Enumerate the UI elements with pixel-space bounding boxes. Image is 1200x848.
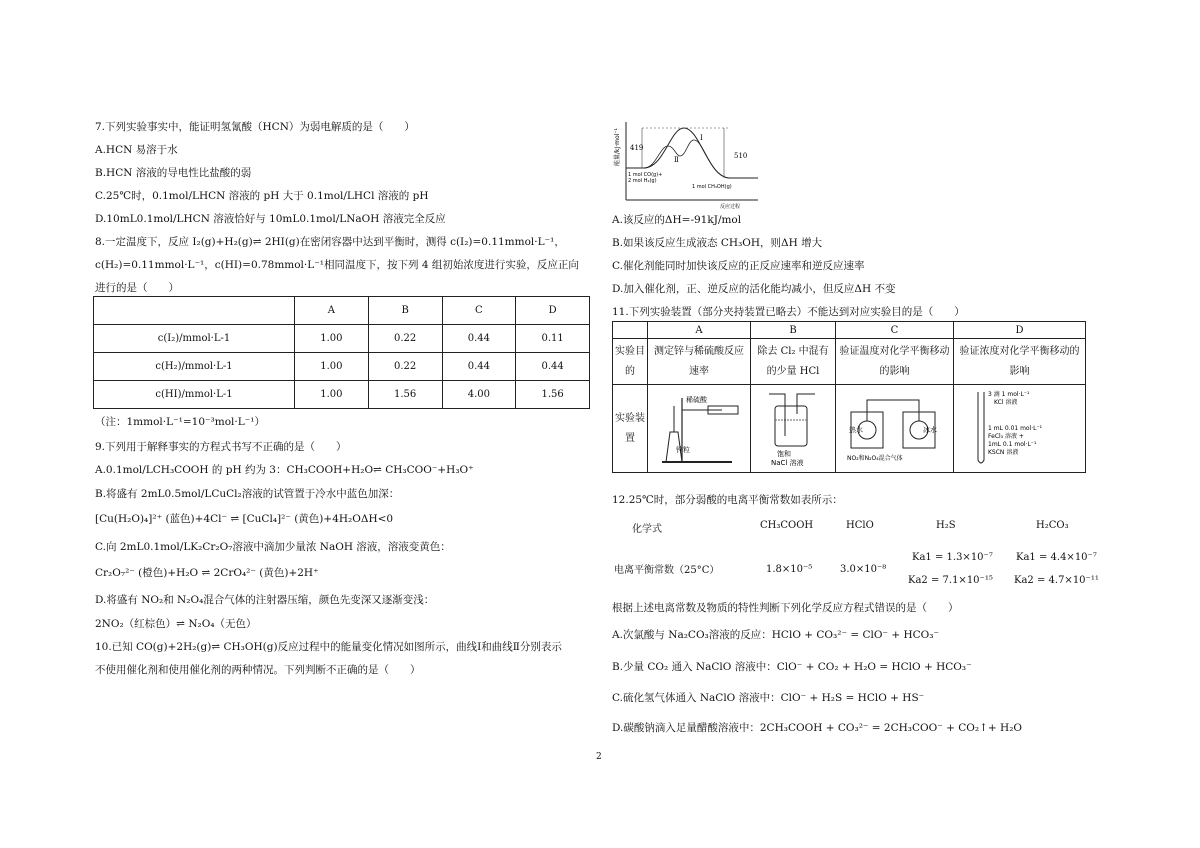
table-cell: 0.22 (368, 353, 442, 381)
table-header-cell (613, 322, 648, 339)
apparatus-b-drawing (755, 386, 831, 468)
q12-ka2-h2co3: Ka2 = 4.7×10⁻¹¹ (1014, 575, 1099, 586)
q12-option-a: A.次氯酸与 Na₂CO₃溶液的反应：HClO + CO₃²⁻ = ClO⁻ + HCO₃⁻ (612, 629, 940, 641)
q8-stem-2: c(H₂)=0.11mmol·L⁻¹，c(HI)=0.78mmol·L⁻¹相同温度下，按下列 4 组初始浓度进行实验，反应正向 (95, 259, 579, 271)
q12-option-d: D.碳酸钠滴入足量醋酸溶液中：2CH₃COOH + CO₃²⁻ = 2CH₃COO⁻ + CO₂↑+ H₂O (612, 722, 1023, 734)
q12-ka-hclo: 3.0×10⁻⁸ (840, 564, 887, 575)
q12-ka2-h2s: Ka2 = 7.1×10⁻¹⁵ (908, 575, 993, 586)
table-header-cell (94, 297, 295, 325)
label-ice-water: 冰水 (922, 426, 937, 434)
table-cell: 除去 Cl₂ 中混有的少量 HCl (751, 339, 836, 385)
q8-stem-3: 进行的是（ ） (95, 282, 179, 294)
q9-equation-b: [Cu(H₂O)₄]²⁺ (蓝色)+4Cl⁻ ⇌ [CuCl₄]²⁻ (黄色)+4H₂OΔH<0 (95, 513, 394, 525)
q12-header-formula: 化学式 (632, 524, 662, 535)
table-header-cell: D (516, 297, 590, 325)
q11-table (612, 321, 1086, 473)
table-row (94, 381, 590, 409)
apparatus-a-drawing (652, 386, 746, 468)
table-row (613, 385, 1086, 473)
q12-ka1-h2co3: Ka1 = 4.4×10⁻⁷ (1016, 552, 1097, 563)
q7-stem: 7.下列实验事实中，能证明氢氰酸（HCN）为弱电解质的是（ ） (95, 121, 415, 133)
graph-reactant-2: 2 mol H₂(g) (628, 178, 657, 184)
table-cell: 1.56 (368, 381, 442, 409)
q11-stem: 11.下列实验装置（部分夹持装置已略去）不能达到对应实验目的是（ ） (612, 306, 965, 318)
table-header-cell: A (648, 322, 751, 339)
q9-stem: 9.下列用于解释事实的方程式书写不正确的是（ ） (95, 441, 347, 453)
apparatus-d-drawing (970, 386, 1070, 468)
apparatus-a (648, 385, 751, 473)
q12-question: 根据上述电离常数及物质的特性判断下列化学反应方程式错误的是（ ） (612, 602, 959, 614)
q10-stem-2: 不使用催化剂和使用催化剂的两种情况。下列判断不正确的是（ ） (95, 664, 421, 676)
apparatus-b (751, 385, 836, 473)
q10-option-b: B.如果该反应生成液态 CH₃OH，则ΔH 增大 (612, 237, 823, 249)
table-cell: 0.11 (516, 325, 590, 353)
apparatus-c-drawing (841, 386, 949, 468)
table-cell: c(HI)/mmol·L-1 (94, 381, 295, 409)
q10-option-a: A.该反应的ΔH=-91kJ/mol (612, 214, 742, 226)
q10-option-d: D.加入催化剂，正、逆反应的活化能均减小，但反应ΔH 不变 (612, 283, 896, 295)
q9-option-b: B.将盛有 2mL0.5mol/LCuCl₂溶液的试管置于冷水中蓝色加深： (95, 488, 400, 500)
q8-stem-1: 8.一定温度下，反应 I₂(g)+H₂(g)⇌ 2HI(g)在密闭容器中达到平衡时，测得 c(I₂)=0.11mmol·L⁻¹， (95, 236, 565, 248)
label-d2: KCl 溶液 (993, 399, 1017, 406)
label-d4: FeCl₃ 溶液 + (987, 433, 1024, 440)
table-cell: c(H₂)/mmol·L-1 (94, 353, 295, 381)
q8-table (93, 296, 590, 409)
table-cell: 验证浓度对化学平衡移动的影响 (954, 339, 1086, 385)
table-header-cell: D (954, 322, 1086, 339)
table-cell: 0.44 (442, 353, 516, 381)
table-cell: 0.44 (442, 325, 516, 353)
label-sulfuric-acid: 稀硫酸 (686, 396, 707, 404)
graph-xlabel: 反应过程 (720, 204, 741, 210)
q12-row-label: 电离平衡常数（25°C） (614, 565, 720, 576)
graph-curve-1: Ⅰ (700, 134, 703, 142)
q12-header-h2s: H₂S (936, 520, 956, 531)
q8-note: （注：1mmol·L⁻¹=10⁻³mol·L⁻¹） (95, 416, 265, 428)
table-header-cell: A (295, 297, 369, 325)
graph-ylabel: 能量/kJ·mol⁻¹ (614, 128, 621, 166)
apparatus-d (954, 385, 1086, 473)
graph-curve-2: Ⅱ (674, 156, 679, 164)
table-cell: 实验目的 (613, 339, 648, 385)
apparatus-c (836, 385, 954, 473)
table-cell: 4.00 (442, 381, 516, 409)
energy-diagram (612, 118, 762, 210)
table-cell: 0.44 (516, 353, 590, 381)
label-d6: KSCN 溶液 (987, 449, 1018, 456)
graph-value-419: 419 (630, 144, 644, 152)
q7-option-c: C.25℃时，0.1mol/LHCN 溶液的 pH 大于 0.1mol/LHCl 溶液的 pH (95, 190, 429, 202)
table-cell: 验证温度对化学平衡移动的影响 (836, 339, 954, 385)
table-cell: 1.56 (516, 381, 590, 409)
table-row (94, 353, 590, 381)
table-cell: 1.00 (295, 325, 369, 353)
label-no2-n2o4: NO₂和N₂O₄混合气体 (846, 455, 903, 462)
q10-option-c: C.催化剂能同时加快该反应的正反应速率和逆反应速率 (612, 260, 865, 272)
q12-header-hclo: HClO (846, 520, 874, 531)
q12-stem: 12.25℃时，部分弱酸的电离平衡常数如表所示： (612, 494, 843, 506)
q10-stem-1: 10.已知 CO(g)+2H₂(g)⇌ CH₃OH(g)反应过程中的能量变化情况如图所示，曲线Ⅰ和曲线Ⅱ分别表示 (95, 641, 562, 653)
q7-option-a: A.HCN 易溶于水 (95, 144, 178, 156)
table-row (613, 339, 1086, 385)
table-cell: 1.00 (295, 353, 369, 381)
label-saturated: 饱和 (777, 450, 791, 458)
table-header-cell: B (751, 322, 836, 339)
graph-product: 1 mol CH₃OH(g) (692, 184, 732, 190)
q9-option-c: C.向 2mL0.1mol/LK₂Cr₂O₇溶液中滴加少量浓 NaOH 溶液，溶液变黄色： (95, 541, 451, 553)
table-cell: 0.22 (368, 325, 442, 353)
q7-option-d: D.10mL0.1mol/LHCN 溶液恰好与 10mL0.1mol/LNaOH 溶液完全反应 (95, 213, 446, 225)
label-hot-water: 热水 (848, 426, 863, 434)
q12-ka1-h2s: Ka1 = 1.3×10⁻⁷ (912, 552, 993, 563)
q9-option-a: A.0.1mol/LCH₃COOH 的 pH 约为 3：CH₃COOH+H₂O⇌ CH₃COO⁻+H₃O⁺ (95, 464, 474, 476)
q9-option-d: D.将盛有 NO₂和 N₂O₄混合气体的注射器压缩，颜色先变深又逐渐变浅： (95, 594, 435, 606)
q12-header-h2co3: H₂CO₃ (1036, 520, 1069, 531)
table-header-row (613, 322, 1086, 339)
q9-equation-c: Cr₂O₇²⁻ (橙色)+H₂O ⇌ 2CrO₄²⁻ (黄色)+2H⁺ (95, 567, 319, 579)
table-header-row (94, 297, 590, 325)
label-d5: 1mL 0.1 mol·L⁻¹ (987, 441, 1036, 448)
q12-option-b: B.少量 CO₂ 通入 NaClO 溶液中：ClO⁻ + CO₂ + H₂O = HClO + HCO₃⁻ (612, 661, 972, 673)
page-number: 2 (596, 752, 602, 762)
q12-option-c: C.硫化氢气体通入 NaClO 溶液中：ClO⁻ + H₂S = HClO + HS⁻ (612, 692, 925, 704)
label-zinc: 锌粒 (676, 446, 690, 454)
table-header-cell: C (836, 322, 954, 339)
label-d1: 3 滴 1 mol·L⁻¹ (987, 391, 1029, 398)
q9-equation-d: 2NO₂（红棕色）⇌ N₂O₄（无色） (95, 618, 257, 630)
table-header-cell: B (368, 297, 442, 325)
table-cell: 实验装置 (613, 385, 648, 473)
q12-ka-acetic: 1.8×10⁻⁵ (766, 564, 813, 575)
q7-option-b: B.HCN 溶液的导电性比盐酸的弱 (95, 167, 252, 179)
q12-header-acetic: CH₃COOH (760, 520, 814, 531)
label-d3: 1 mL 0.01 mol·L⁻¹ (987, 425, 1042, 432)
table-header-cell: C (442, 297, 516, 325)
graph-value-510: 510 (734, 152, 748, 160)
graph-reactant-1: 1 mol CO(g)+ (628, 172, 663, 178)
table-cell: 1.00 (295, 381, 369, 409)
table-row (94, 325, 590, 353)
table-cell: c(I₂)/mmol·L-1 (94, 325, 295, 353)
label-nacl: NaCl 溶液 (771, 459, 804, 467)
table-cell: 测定锌与稀硫酸反应速率 (648, 339, 751, 385)
